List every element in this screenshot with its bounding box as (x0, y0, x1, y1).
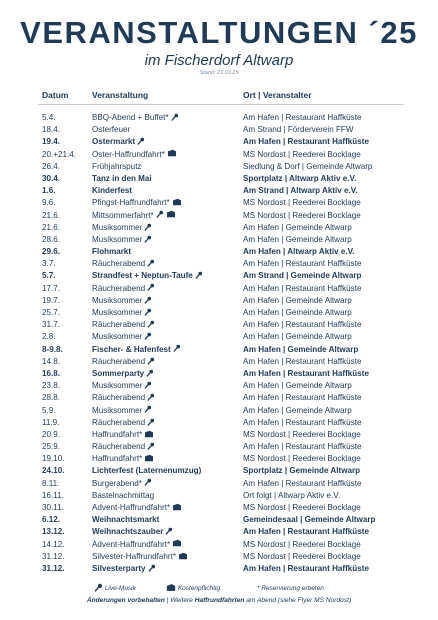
event-name: BBQ-Abend + Buffet* (92, 113, 169, 122)
microphone-icon (147, 283, 155, 291)
legend-paid (164, 584, 220, 593)
event-row (0, 356, 438, 368)
event-row (0, 283, 438, 295)
event-location: Ort folgt | Altwarp Aktiv e.V. (243, 490, 341, 500)
event-row (0, 331, 438, 343)
event-name: Musiksommer (92, 234, 143, 244)
event-name-cell (92, 234, 152, 246)
event-name: Räucherabend (92, 442, 146, 452)
event-name: Ostermarkt (92, 137, 136, 147)
event-name: Lichterfest (Laternenumzug) (92, 466, 202, 476)
microphone-icon (147, 357, 155, 365)
event-location: Am Hafen | Restaurant Haffküste (243, 368, 369, 378)
event-name: Frühjahrsputz (92, 161, 142, 171)
event-location: MS Nordost | Reederei Bocklage (243, 539, 361, 549)
event-name-cell (92, 563, 156, 575)
event-name-cell (92, 441, 155, 453)
event-location: Am Hafen | Gemeinde Altwarp (243, 381, 352, 391)
event-row (0, 161, 438, 173)
microphone-icon (147, 259, 155, 267)
ticket-icon (172, 539, 182, 547)
event-location: Am Hafen | Gemeinde Altwarp (243, 295, 352, 305)
event-row (0, 563, 438, 575)
header-divider (38, 104, 404, 105)
event-row (0, 246, 438, 258)
event-name-cell (92, 136, 145, 148)
event-location: MS Nordost | Reederei Bocklage (243, 429, 361, 439)
event-date: 1.6. (42, 186, 56, 196)
event-name: Burgerabend* (92, 478, 142, 488)
event-row (0, 502, 438, 514)
event-name: Räucherabend (92, 283, 146, 293)
microphone-icon (147, 320, 155, 328)
event-location: Am Hafen | Gemeinde Altwarp (243, 308, 352, 317)
event-name-cell (92, 356, 155, 368)
event-row (0, 392, 438, 404)
event-row (0, 465, 438, 477)
event-date: 21.6. (42, 222, 61, 232)
event-location: Am Strand | Gemeinde Altwarp (243, 271, 362, 281)
footer-more-suffix: am Abend (siehe Flyer MS Nordost) (244, 597, 352, 604)
event-name: Oster-Haffrundfahrt* (92, 149, 165, 159)
event-date: 13.12. (42, 527, 65, 537)
event-name: Kinderfest (92, 186, 133, 196)
event-name-cell (92, 453, 154, 465)
ticket-icon (166, 210, 176, 218)
event-date: 14.12. (42, 539, 65, 549)
microphone-icon (148, 564, 156, 572)
event-name-cell (92, 429, 154, 441)
event-name-cell (92, 551, 188, 563)
event-name-cell (92, 417, 155, 429)
event-name: Flohmarkt (92, 247, 132, 257)
event-row (0, 368, 438, 380)
event-row (0, 210, 438, 222)
event-name-cell (92, 124, 130, 136)
event-date: 29.6. (42, 247, 61, 257)
event-name-cell (92, 465, 201, 477)
event-name-cell (92, 307, 152, 319)
event-row (0, 149, 438, 161)
event-date: 21.6. (42, 210, 61, 220)
event-date: 5.4. (42, 113, 56, 122)
event-location: MS Nordost | Reederei Bocklage (243, 198, 361, 208)
event-row (0, 344, 438, 356)
event-location: MS Nordost | Reederei Bocklage (243, 503, 361, 512)
microphone-icon (144, 308, 152, 316)
event-name: Räucherabend (92, 320, 146, 330)
event-date: 25.7. (42, 308, 61, 317)
microphone-icon (173, 344, 181, 352)
event-name-cell (92, 490, 154, 502)
event-date: 3.7. (42, 259, 56, 269)
event-row (0, 185, 438, 197)
event-date: 26.4. (42, 161, 61, 171)
ticket-icon (178, 552, 188, 560)
column-header-location: Ort | Veranstalter (243, 90, 312, 100)
microphone-icon (144, 235, 152, 243)
event-date: 20.9. (42, 429, 61, 439)
event-name: Musiksommer (92, 332, 143, 342)
ticket-icon (167, 149, 177, 157)
microphone-icon (94, 583, 103, 592)
event-location: Am Hafen | Restaurant Haffküste (243, 563, 369, 573)
event-date: 19.4. (42, 137, 61, 147)
footer-more-bold: Haffrundfahrten (194, 597, 245, 604)
event-row (0, 307, 438, 319)
event-name: Osterfeuer (92, 125, 131, 135)
column-header-date: Datum (42, 90, 69, 100)
event-name: Musiksommer (92, 295, 143, 305)
event-row (0, 222, 438, 234)
microphone-icon (147, 418, 155, 426)
event-row (0, 514, 438, 526)
event-date: 18.4. (42, 125, 61, 135)
event-date: 5.9. (42, 405, 56, 415)
event-name: Weihnachtszauber (92, 527, 164, 537)
event-location: MS Nordost | Reederei Bocklage (243, 454, 361, 464)
microphone-icon (147, 442, 155, 450)
event-name-cell (92, 405, 152, 417)
event-name-cell (92, 173, 152, 185)
event-location: Am Hafen | Restaurant Haffküste (243, 320, 362, 330)
event-row (0, 551, 438, 563)
event-name: Silvesterparty (92, 563, 146, 573)
event-row (0, 136, 438, 148)
event-date: 19.7. (42, 295, 61, 305)
event-date: 31.12. (42, 563, 65, 573)
event-row (0, 490, 438, 502)
event-name: Räucherabend (92, 259, 146, 269)
event-name-cell (92, 319, 155, 331)
event-location: Sportplatz | Gemeinde Altwarp (243, 466, 361, 476)
event-row (0, 173, 438, 185)
event-name-cell (92, 112, 179, 124)
event-name: Mittsommerfahrt* (92, 210, 154, 220)
event-row (0, 453, 438, 465)
microphone-icon (144, 223, 152, 231)
event-row (0, 295, 438, 307)
event-row (0, 258, 438, 270)
event-date: 5.7. (42, 271, 56, 281)
ticket-icon (172, 198, 182, 206)
event-row (0, 234, 438, 246)
event-location: Siedlung & Dorf | Gemeinde Altwarp (243, 161, 373, 171)
event-name-cell (92, 210, 176, 222)
event-name: Räucherabend (92, 393, 146, 403)
event-name: Musiksommer (92, 222, 143, 232)
event-location: Am Hafen | Restaurant Haffküste (243, 527, 369, 537)
event-name-cell (92, 161, 141, 173)
event-row (0, 124, 438, 136)
event-date: 16.8. (42, 368, 61, 378)
event-date: 30.11. (42, 503, 64, 512)
event-location: Gemeindesaal | Gemeinde Altwarp (243, 515, 376, 525)
event-row (0, 197, 438, 209)
event-name: Advent-Haffrundfahrt* (92, 539, 171, 549)
event-name-cell (92, 331, 152, 343)
event-location: Am Hafen | Restaurant Haffküste (243, 137, 369, 147)
event-date: 11.9. (42, 417, 60, 427)
event-location: Am Strand | Altwarp Aktiv e.V. (243, 186, 358, 196)
legend-paid-label: Kostenpflichtig (177, 585, 221, 593)
event-name-cell (92, 295, 152, 307)
event-name: Tanz in den Mai (92, 173, 152, 183)
event-location: Am Hafen | Restaurant Haffküste (243, 478, 362, 488)
event-name: Strandfest + Neptun-Taufe (92, 271, 193, 281)
event-location: Am Hafen | Gemeinde Altwarp (243, 405, 352, 415)
event-name: Musiksommer (92, 381, 143, 391)
event-row (0, 405, 438, 417)
event-date: 31.12. (42, 551, 65, 561)
event-location: MS Nordost | Reederei Bocklage (243, 210, 361, 220)
event-row (0, 429, 438, 441)
event-name: Sommerparty (92, 368, 145, 378)
event-date: 28.6. (42, 234, 61, 244)
event-row (0, 526, 438, 538)
event-name-cell (92, 368, 154, 380)
legend-reservation: * Reservierung erbeten (257, 585, 324, 592)
event-date: 30.4. (42, 173, 61, 183)
event-name-cell (92, 149, 177, 161)
microphone-icon (147, 393, 155, 401)
event-name: Musiksommer (92, 308, 143, 317)
event-name-cell (92, 539, 182, 551)
microphone-icon (144, 332, 152, 340)
event-location: Am Hafen | Restaurant Haffküste (243, 393, 362, 403)
microphone-icon (144, 478, 152, 486)
event-name: Musiksommer (92, 405, 143, 415)
event-row (0, 112, 438, 124)
event-name: Pfingst-Haffrundfahrt* (92, 198, 170, 208)
event-row (0, 380, 438, 392)
event-date: 17.7. (42, 283, 61, 293)
stand-date: Stand: 21.03.25 (199, 70, 239, 76)
event-name: Räucherabend (92, 356, 146, 366)
event-name: Weihnachtsmarkt (92, 515, 160, 525)
event-name-cell (92, 392, 155, 404)
microphone-icon (171, 113, 179, 121)
footer-note (0, 596, 438, 606)
event-date: 20.+21.4. (42, 149, 76, 159)
event-location: Am Hafen | Restaurant Haffküste (243, 283, 362, 293)
microphone-icon (146, 369, 154, 377)
page-title: VERANSTALTUNGEN ´25 (20, 15, 418, 50)
event-location: Am Hafen | Gemeinde Altwarp (243, 344, 359, 354)
event-name-cell (92, 222, 152, 234)
event-location: Am Hafen | Restaurant Haffküste (243, 113, 362, 122)
ticket-icon (172, 503, 182, 511)
event-name-cell (92, 270, 203, 282)
event-date: 25.9. (42, 442, 61, 452)
event-name: Haffrundfahrt* (92, 429, 143, 439)
event-date: 31.7. (42, 320, 61, 330)
microphone-icon (137, 137, 145, 145)
event-name-cell (92, 185, 132, 197)
event-date: 8.11. (42, 478, 60, 488)
page-subtitle: im Fischerdorf Altwarp (144, 52, 294, 69)
event-name: Bastelnachmittag (92, 490, 155, 500)
microphone-icon (144, 296, 152, 304)
event-name-cell (92, 258, 155, 270)
event-date: 28.8. (42, 393, 61, 403)
legend-live-music (92, 584, 136, 593)
event-name-cell (92, 283, 155, 295)
microphone-icon (165, 527, 173, 535)
event-date: 14.8. (42, 356, 61, 366)
event-name: Silvester-Haffrundfahrt* (92, 551, 176, 561)
event-name-cell (92, 197, 182, 209)
event-row (0, 270, 438, 282)
microphone-icon (144, 405, 152, 413)
microphone-icon (195, 271, 203, 279)
event-name-cell (92, 478, 152, 490)
event-date: 9.6. (42, 198, 56, 208)
event-location: Sportplatz | Altwarp Aktiv e.V. (243, 173, 357, 183)
event-location: Am Hafen | Altwarp Aktiv e.V. (243, 247, 355, 257)
microphone-icon (144, 381, 152, 389)
event-date: 16.11. (42, 490, 64, 500)
event-location: Am Hafen | Gemeinde Altwarp (243, 222, 352, 232)
event-location: Am Hafen | Restaurant Haffküste (243, 442, 362, 452)
footer-more-prefix: | Weitere (164, 597, 195, 604)
footer-changes: Änderungen vorbehalten (86, 597, 165, 604)
ticket-icon (144, 430, 154, 438)
event-name-cell (92, 246, 131, 258)
event-name-cell (92, 380, 152, 392)
event-name-cell (92, 502, 182, 514)
event-row (0, 539, 438, 551)
events-table (0, 112, 438, 575)
event-location: Am Hafen | Restaurant Haffküste (243, 417, 362, 427)
event-name-cell (92, 514, 159, 526)
event-location: Am Hafen | Gemeinde Altwarp (243, 234, 352, 244)
event-date: 8-9.8. (42, 344, 63, 354)
event-row (0, 441, 438, 453)
event-name: Fischer- & Hafenfest (92, 344, 171, 354)
event-row (0, 319, 438, 331)
event-location: Am Hafen | Gemeinde Altwarp (243, 332, 352, 342)
event-location: Am Hafen | Restaurant Haffküste (243, 259, 362, 269)
event-row (0, 417, 438, 429)
event-location: MS Nordost | Reederei Bocklage (243, 551, 361, 561)
event-name-cell (92, 344, 181, 356)
event-date: 6.12. (42, 515, 61, 525)
event-date: 24.10. (42, 466, 65, 476)
event-date: 19.10. (42, 454, 65, 464)
ticket-icon (166, 583, 176, 592)
event-name: Advent-Haffrundfahrt* (92, 503, 171, 512)
microphone-icon (156, 210, 164, 218)
event-date: 2.8. (42, 332, 56, 342)
event-name-cell (92, 526, 173, 538)
event-date: 23.8. (42, 381, 61, 391)
column-header-event: Veranstaltung (92, 90, 149, 100)
ticket-icon (144, 454, 154, 462)
event-location: MS Nordost | Reederei Bocklage (243, 149, 361, 159)
event-row (0, 478, 438, 490)
event-location: Am Strand | Förderverein FFW (243, 125, 354, 135)
legend-live-music-label: Live-Musik (104, 585, 136, 593)
event-location: Am Hafen | Restaurant Haffküste (243, 356, 362, 366)
event-name: Räucherabend (92, 417, 146, 427)
event-name: Haffrundfahrt* (92, 454, 143, 464)
